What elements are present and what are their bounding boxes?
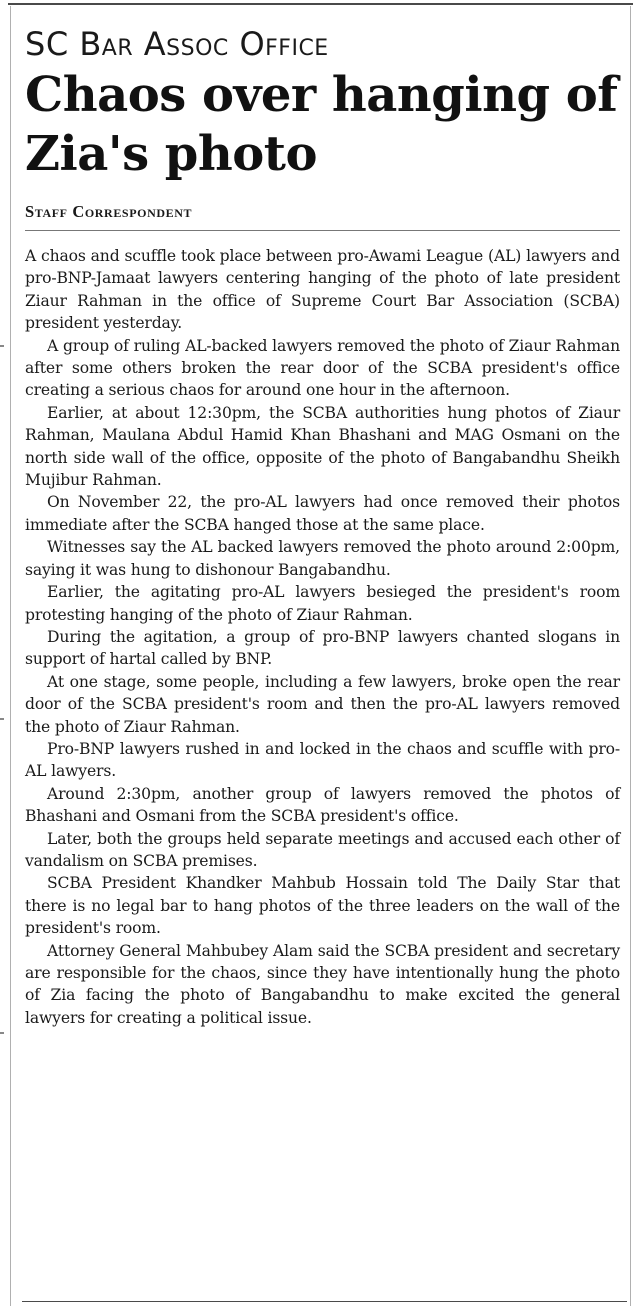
top-rule	[8, 3, 633, 5]
margin-mark	[0, 718, 4, 720]
article-byline: Staff Correspondent	[25, 202, 193, 221]
article-kicker: SC Bar Assoc Office	[25, 25, 329, 63]
article-paragraph: Earlier, the agitating pro-AL lawyers besieged the president's room protesting hanging of the photo of Ziaur Rahman.	[25, 583, 620, 624]
bottom-rule	[22, 1301, 627, 1302]
article-paragraph: At one stage, some people, including a few lawyers, broke open the rear door of the SCBA president's room and then the pro-AL lawyers removed the photo of Ziaur Rahman.	[25, 672, 620, 736]
byline-divider	[25, 230, 620, 231]
article-paragraph: A group of ruling AL-backed lawyers removed the photo of Ziaur Rahman after some others broken the rear door of the SCBA president's office creating a serious chaos for around one hour in the afternoon.	[25, 336, 620, 400]
article-paragraph: A chaos and scuffle took place between pro-Awami League (AL) lawyers and pro-BNP-Jamaat lawyers centering hanging of the photo of late president Ziaur Rahman in the office of Supreme Court Bar Association (SCBA) president yesterday.	[25, 247, 620, 333]
article-paragraph: Later, both the groups held separate meetings and accused each other of vandalism on SCBA premises.	[25, 829, 620, 870]
article-paragraph: On November 22, the pro-AL lawyers had once removed their photos immediate after the SCBA hanged those at the same place.	[25, 493, 620, 534]
column-divider-left	[10, 6, 11, 1306]
margin-mark	[0, 1032, 4, 1034]
article-paragraph: SCBA President Khandker Mahbub Hossain told The Daily Star that there is no legal bar to hang photos of the three leaders on the wall of the president's room.	[25, 874, 620, 938]
column-divider-right	[630, 6, 631, 1306]
margin-mark	[0, 345, 4, 347]
article-paragraph: During the agitation, a group of pro-BNP lawyers chanted slogans in support of hartal called by BNP.	[25, 627, 620, 669]
article-paragraph: Around 2:30pm, another group of lawyers removed the photos of Bhashani and Osmani from the SCBA president's office.	[25, 784, 620, 826]
article-headline: Chaos over hanging of Zia's photo	[25, 67, 618, 182]
news-article	[25, 22, 620, 1029]
article-paragraph: Attorney General Mahbubey Alam said the SCBA president and secretary are responsible for the chaos, since they have intentionally hung the photo of Zia facing the photo of Bangabandhu to make excited the general lawyers for creating a political issue.	[25, 941, 620, 1027]
article-paragraph: Earlier, at about 12:30pm, the SCBA authorities hung photos of Ziaur Rahman, Maulana Abdul Hamid Khan Bhashani and MAG Osmani on the north side wall of the office, opposite of the photo of Bangabandhu Sheikh Mujibur Rahman.	[25, 403, 620, 490]
article-body	[25, 245, 620, 1029]
article-paragraph: Pro-BNP lawyers rushed in and locked in the chaos and scuffle with pro-AL lawyers.	[25, 739, 620, 781]
article-paragraph: Witnesses say the AL backed lawyers removed the photo around 2:00pm, saying it was hung to dishonour Bangabandhu.	[25, 538, 620, 579]
